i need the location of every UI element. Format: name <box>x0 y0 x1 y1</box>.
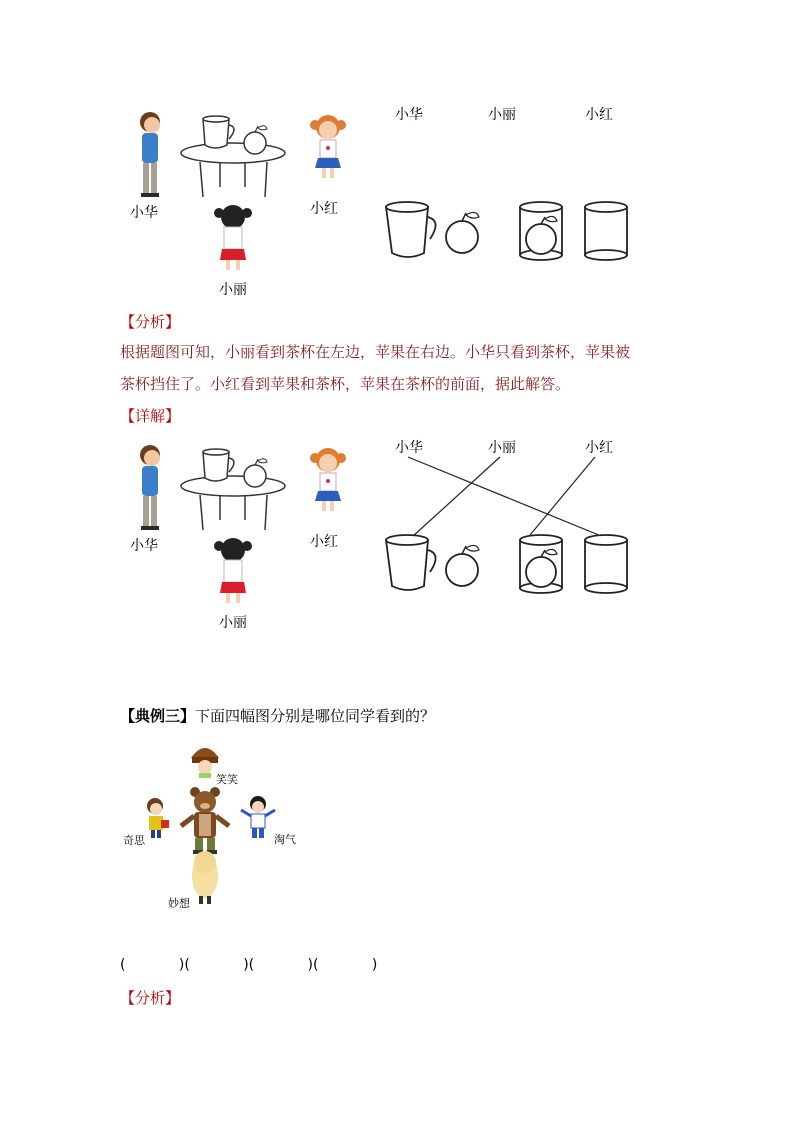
kid-right-figure <box>241 796 275 838</box>
detail-heading: 【详解】 <box>120 407 181 425</box>
label-xiaoxiao: 笑笑 <box>216 773 238 786</box>
boy-figure <box>140 445 160 530</box>
apple-on-table <box>244 126 267 154</box>
label-xiaohong: 小红 <box>310 201 338 217</box>
apple-on-table <box>244 459 267 487</box>
label-xiaohua: 小华 <box>130 538 158 554</box>
option-views-2 <box>380 528 640 598</box>
label-xiaoli: 小丽 <box>219 282 247 298</box>
answer-blanks: ( )( )( )( ) <box>120 957 378 973</box>
option-label-xiaohua: 小华 <box>395 440 423 456</box>
girl-back-figure <box>214 205 252 270</box>
line-xiaohua-to-cup-only <box>408 457 606 538</box>
analysis-text-line-2: 茶杯挡住了。小红看到苹果和茶杯，苹果在茶杯的前面，据此解答。 <box>120 375 571 393</box>
kid-top-figure <box>191 748 219 778</box>
view-cup-only <box>585 202 627 260</box>
example3-question: 下面四幅图分别是哪位同学看到的？ <box>195 707 436 725</box>
kid-bottom-figure <box>192 851 218 904</box>
girl-red-figure <box>310 448 346 511</box>
label-qisi: 奇思 <box>123 834 145 847</box>
analysis2-heading: 【分析】 <box>120 989 181 1007</box>
table <box>181 143 285 197</box>
analysis-heading: 【分析】 <box>120 313 181 331</box>
label-xiaohong: 小红 <box>310 534 338 550</box>
kid-left-figure <box>147 798 169 838</box>
girl-red-figure <box>310 115 346 178</box>
line-xiaohong-to-apple-front <box>530 457 595 535</box>
analysis-text-line-1: 根据题图可知，小丽看到茶杯在左边，苹果在右边。小华只看到茶杯，苹果被 <box>120 343 631 361</box>
example3-bracket: 【典例三】 <box>120 707 196 725</box>
option-label-xiaohong: 小红 <box>585 107 613 123</box>
option-label-xiaohong: 小红 <box>585 440 613 456</box>
view-apple-in-front-of-cup <box>520 535 562 593</box>
label-taoqi: 淘气 <box>274 833 296 846</box>
view-cup-and-apple <box>386 202 479 257</box>
label-xiaoli: 小丽 <box>219 615 247 631</box>
bear-figure <box>181 787 229 854</box>
example3-illustration <box>125 740 315 915</box>
example3-title <box>120 705 435 726</box>
label-miaoxiang: 妙想 <box>168 897 190 910</box>
table <box>181 476 285 530</box>
option-label-xiaohua: 小华 <box>395 107 423 123</box>
view-cup-and-apple <box>386 535 479 590</box>
view-cup-only <box>585 535 627 593</box>
option-label-xiaoli: 小丽 <box>488 107 516 123</box>
option-label-xiaoli: 小丽 <box>488 440 516 456</box>
girl-back-figure <box>214 538 252 603</box>
label-xiaohua: 小华 <box>130 205 158 221</box>
boy-figure <box>140 112 160 197</box>
line-xiaoli-to-cup-apple <box>412 457 500 537</box>
option-views-1 <box>380 195 640 265</box>
view-apple-in-front-of-cup <box>520 202 562 260</box>
